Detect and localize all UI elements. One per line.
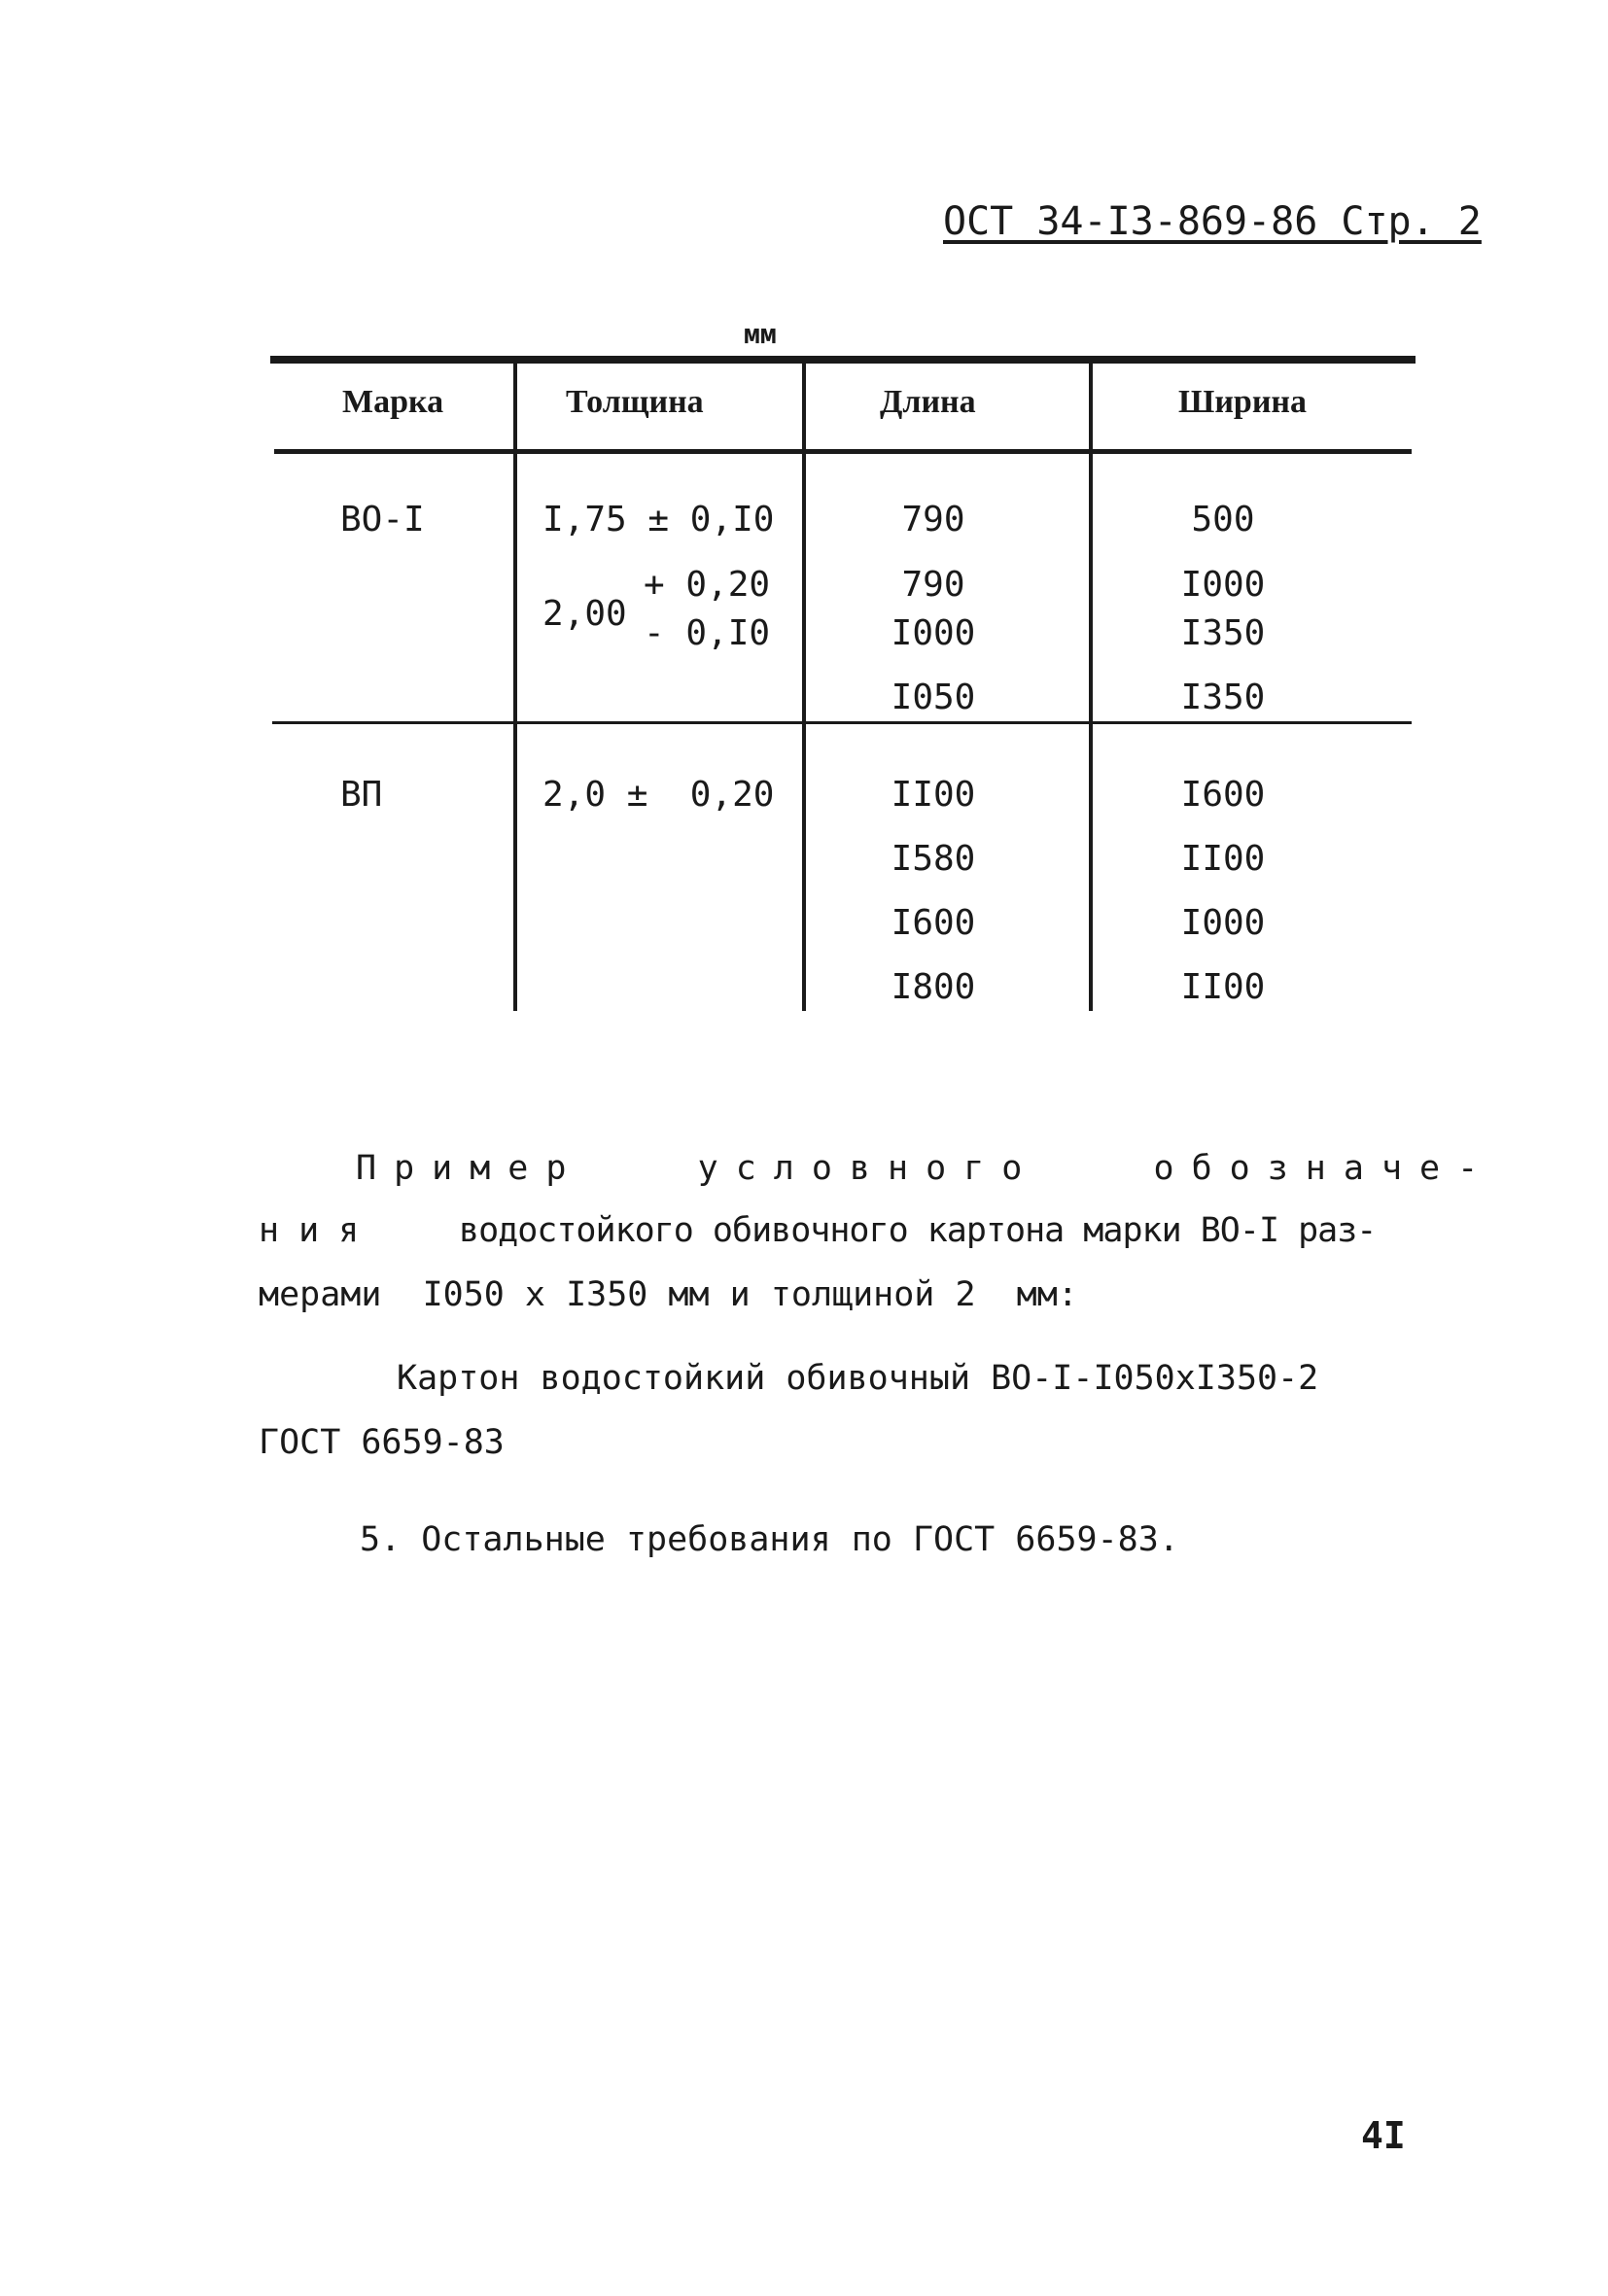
table-top-rule: [270, 356, 1416, 364]
example-designation-line2: ГОСТ 6659-83: [259, 1423, 505, 1462]
item-5-text: 5. Остальные требования по ГОСТ 6659-83.: [360, 1520, 1179, 1559]
table-unit-label: мм: [744, 318, 777, 350]
document-designation-header: ОСТ 34-I3-869-86 Стр. 2: [943, 199, 1482, 244]
table-cell-width: II00: [1180, 839, 1266, 879]
table-cell-thickness-vo1-b-plus: + 0,20: [644, 565, 771, 605]
table-cell-length: I050: [891, 678, 976, 717]
table-cell-width: I350: [1180, 613, 1266, 653]
table-cell-length: I800: [891, 967, 976, 1007]
table-column-divider-1: [513, 364, 517, 1011]
page-number: 4I: [1361, 2114, 1406, 2157]
table-cell-length: 790: [901, 500, 965, 539]
table-header-thickness: Толщина: [566, 384, 704, 420]
example-line2-text: водостойкого обивочного картона марки ВО-I раз-: [459, 1211, 1377, 1250]
example-line2-spaced: ния: [259, 1211, 379, 1250]
table-cell-length: II00: [891, 775, 976, 815]
table-cell-length: I580: [891, 839, 976, 879]
table-cell-length: 790: [901, 565, 965, 605]
table-cell-length: I600: [891, 903, 976, 943]
table-cell-thickness-vp: 2,0 ± 0,20: [542, 775, 775, 815]
table-cell-width: I350: [1180, 678, 1266, 717]
table-cell-thickness-vo1-b-base: 2,00: [542, 594, 627, 634]
table-cell-length: I000: [891, 613, 976, 653]
table-header-mark: Марка: [342, 384, 444, 420]
table-header-width: Ширина: [1178, 384, 1308, 420]
table-header-rule: [274, 449, 1412, 454]
example-line3-text: мерами I050 х I350 мм и толщиной 2 мм:: [259, 1275, 1078, 1314]
table-cell-width: 500: [1191, 500, 1255, 539]
table-cell-thickness-vo1-a: I,75 ± 0,I0: [542, 500, 775, 539]
table-cell-mark-vp: ВП: [340, 775, 383, 815]
example-lead-line: Пример условного обозначе-: [356, 1149, 1496, 1188]
table-cell-mark-vo1: ВО-I: [340, 500, 425, 539]
table-cell-width: I600: [1180, 775, 1266, 815]
table-column-divider-3: [1089, 364, 1093, 1011]
table-cell-width: I000: [1180, 565, 1266, 605]
table-group-divider: [272, 721, 1412, 724]
table-cell-width: I000: [1180, 903, 1266, 943]
table-column-divider-2: [802, 364, 806, 1011]
table-header-length: Длина: [880, 384, 976, 420]
table-cell-width: II00: [1180, 967, 1266, 1007]
table-cell-thickness-vo1-b-minus: - 0,I0: [644, 613, 771, 653]
example-designation-line1: Картон водостойкий обивочный ВО-I-I050хI350-2: [397, 1359, 1319, 1398]
